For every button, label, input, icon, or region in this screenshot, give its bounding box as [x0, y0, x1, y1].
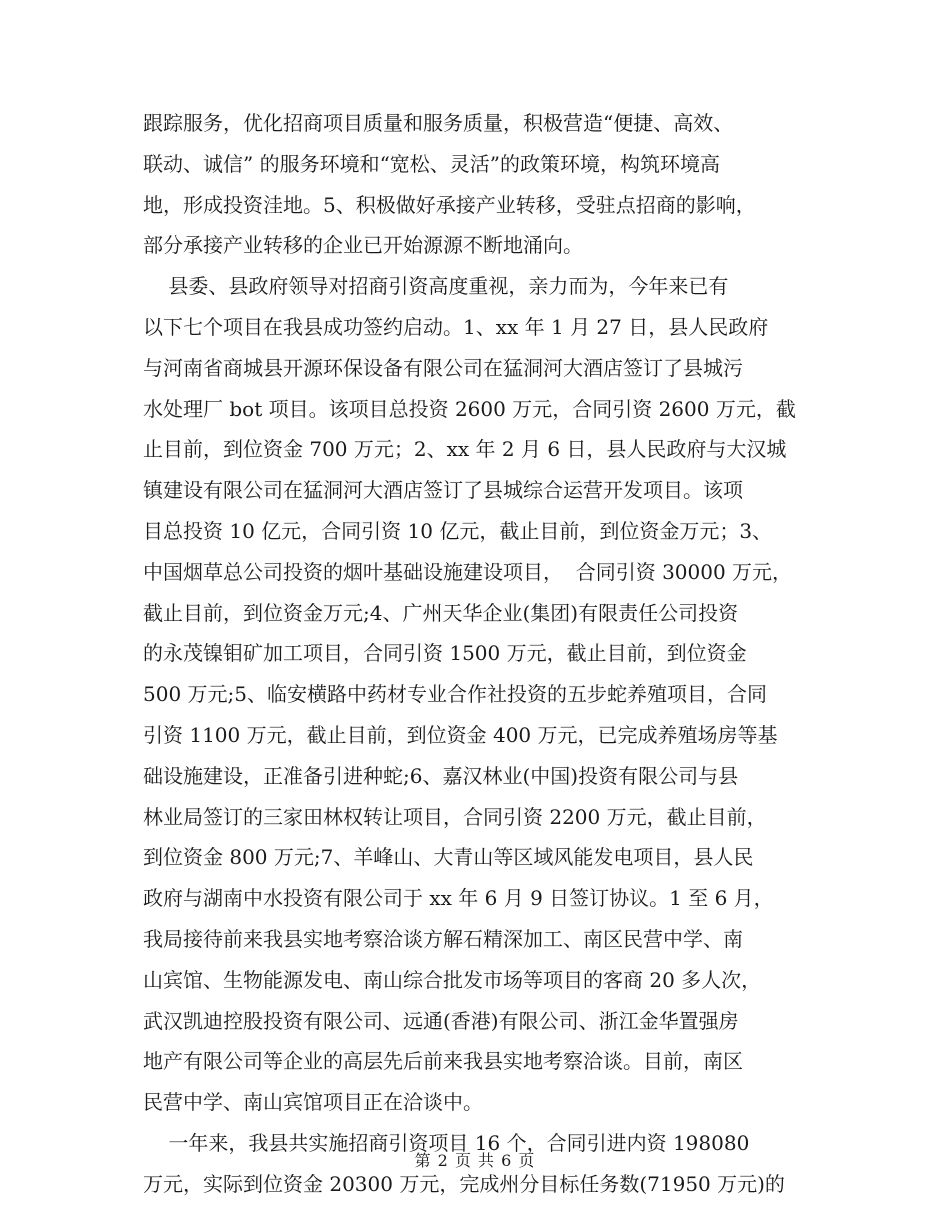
- text-line: 一年来，我县共实施招商引资项目 16 个，合同引进内资 198080: [143, 1130, 750, 1155]
- page-footer: 第 2 页 共 6 页: [414, 1151, 536, 1170]
- text-line: 政府与湖南中水投资有限公司于 xx 年 6 月 9 日签订协议。1 至 6 月，: [143, 886, 774, 911]
- text-line: 地产有限公司等企业的高层先后前来我县实地考察洽谈。目前，南区: [143, 1049, 743, 1074]
- text-line: 林业局签订的三家田林权转让项目，合同引资 2200 万元，截止目前，: [143, 804, 767, 829]
- document-body: [143, 103, 813, 1205]
- text-line: 止目前，到位资金 700 万元；2、xx 年 2 月 6 日，县人民政府与大汉城: [143, 437, 787, 462]
- text-line: 民营中学、南山宾馆项目正在洽谈中。: [143, 1090, 483, 1115]
- text-line: 截止目前，到位资金万元;4、广州天华企业(集团)有限责任公司投资: [143, 600, 739, 625]
- text-line: 目总投资 10 亿元，合同引资 10 亿元，截止目前，到位资金万元；3、: [143, 518, 773, 543]
- text-line: 武汉凯迪控股投资有限公司、远通(香港)有限公司、浙江金华置强房: [143, 1008, 739, 1033]
- text-line: 以下七个项目在我县成功签约启动。1、xx 年 1 月 27 日，县人民政府: [143, 314, 769, 339]
- text-line: 联动、诚信” 的服务环境和“宽松、灵活”的政策环境，构筑环境高: [143, 151, 721, 176]
- text-line: 山宾馆、生物能源发电、南山综合批发市场等项目的客商 20 多人次，: [143, 967, 762, 992]
- text-line: 与河南省商城县开源环保设备有限公司在猛洞河大酒店签订了县城污: [143, 355, 743, 380]
- text-line: 我局接待前来我县实地考察洽谈方解石精深加工、南区民营中学、南: [143, 926, 743, 951]
- text-line: 础设施建设，正准备引进种蛇;6、嘉汉林业(中国)投资有限公司与县: [143, 763, 739, 788]
- text-line: 部分承接产业转移的企业已开始源源不断地涌向。: [143, 233, 583, 258]
- text-line: 到位资金 800 万元;7、羊峰山、大青山等区域风能发电项目，县人民: [143, 845, 754, 870]
- text-line: 县委、县政府领导对招商引资高度重视，亲力而为，今年来已有: [143, 274, 729, 299]
- text-line: 水处理厂 bot 项目。该项目总投资 2600 万元，合同引资 2600 万元，截: [143, 396, 796, 421]
- text-line: 地，形成投资洼地。5、积极做好承接产业转移，受驻点招商的影响，: [143, 192, 756, 217]
- text-line: 镇建设有限公司在猛洞河大酒店签订了县城综合运营开发项目。该项: [143, 478, 743, 503]
- text-line: 500 万元;5、临安横路中药材专业合作社投资的五步蛇养殖项目，合同: [143, 682, 767, 707]
- text-line: 万元，实际到位资金 20300 万元，完成州分目标任务数(71950 万元)的: [143, 1171, 785, 1196]
- text-line: 的永茂镍钼矿加工项目，合同引资 1500 万元，截止目前，到位资金: [143, 641, 747, 666]
- text-line: 中国烟草总公司投资的烟叶基础设施建设项目， 合同引资 30000 万元，: [143, 559, 793, 584]
- text-line: 引资 1100 万元，截止目前，到位资金 400 万元，已完成养殖场房等基: [143, 722, 778, 747]
- text-line: 跟踪服务，优化招商项目质量和服务质量，积极营造“便捷、高效、: [143, 111, 734, 135]
